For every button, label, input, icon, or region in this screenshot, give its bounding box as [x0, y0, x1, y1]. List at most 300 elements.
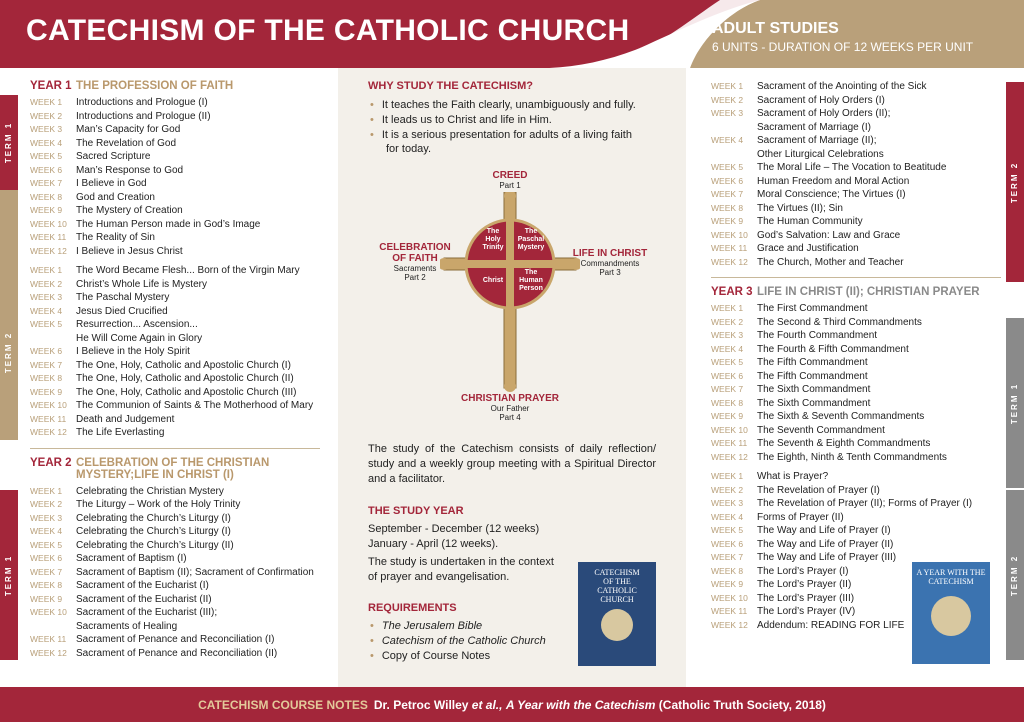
- week-label: WEEK 11: [711, 606, 748, 616]
- label-sub: Our Father: [490, 404, 530, 413]
- week-label: WEEK 10: [711, 229, 748, 240]
- term-tab-label: TERM 1: [4, 121, 14, 164]
- quadrant-text: Paschal: [517, 236, 545, 243]
- requirements-heading: REQUIREMENTS: [368, 602, 457, 614]
- week-topic: I Believe in God: [76, 178, 147, 189]
- week-topic: The Human Person made in God’s Image: [76, 218, 261, 230]
- week-label: WEEK 12: [711, 256, 748, 267]
- list-item: [30, 137, 320, 151]
- week-topic: Introductions and Prologue (II): [76, 110, 211, 122]
- page-title: CATECHISM OF THE CATHOLIC CHURCH: [26, 14, 630, 47]
- list-item: [711, 524, 1001, 538]
- week-label: WEEK 9: [711, 579, 744, 589]
- why-bullet-text: for today.: [386, 143, 432, 155]
- list-item: [30, 525, 320, 539]
- week-label: WEEK 4: [30, 526, 63, 536]
- cross-finial-bottom: [504, 380, 516, 392]
- week-label: WEEK 6: [711, 370, 744, 381]
- term-tab-y1-t1: [0, 95, 18, 190]
- list-item: [711, 484, 1001, 498]
- footer-author: Dr. Petroc Willey: [373, 697, 469, 712]
- list-item: [30, 579, 320, 593]
- year3-title: LIFE IN CHRIST (II); CHRISTIAN PRAYER: [757, 286, 980, 298]
- list-item: [30, 110, 320, 124]
- week-label: WEEK 6: [30, 164, 63, 175]
- week-label: WEEK 8: [30, 580, 63, 590]
- list-item: [30, 123, 320, 137]
- week-topic: The Reality of Sin: [76, 232, 155, 243]
- study-year-heading: THE STUDY YEAR: [368, 505, 464, 517]
- quadrant-text: Person: [519, 285, 543, 292]
- list-item: [711, 94, 1001, 108]
- label-heading: LIFE IN CHRIST: [572, 248, 648, 259]
- book-title: [912, 568, 990, 586]
- week-topic: The Human Community: [757, 216, 863, 227]
- quadrant-text: The: [524, 228, 538, 235]
- label-christian-prayer: [450, 393, 570, 422]
- week-topic: The Fourth & Fifth Commandment: [757, 343, 909, 355]
- week-label: WEEK 7: [711, 189, 744, 199]
- week-label: WEEK 4: [30, 305, 63, 316]
- list-item: [30, 606, 320, 633]
- week-topic: Sacrament of the Anointing of the Sick: [757, 81, 927, 92]
- week-label: WEEK 7: [711, 552, 744, 562]
- bullet-icon: •: [370, 620, 374, 632]
- list-item: [711, 437, 1001, 451]
- bullet-icon: •: [370, 635, 374, 647]
- week-topic: I Believe in Jesus Christ: [76, 245, 183, 257]
- week-topic: Sacrament of Holy Orders (I): [757, 94, 885, 106]
- label-sub: Commandments: [580, 259, 640, 268]
- list-item: [711, 107, 1001, 134]
- list-item: [30, 426, 320, 440]
- list-item: [711, 80, 1001, 94]
- page-footer: [0, 687, 1024, 722]
- week-topic: The Fifth Commandment: [757, 370, 868, 382]
- week-topic: The Revelation of Prayer (I): [757, 484, 880, 496]
- footer-publisher: (Catholic Truth Society, 2018): [658, 697, 826, 712]
- requirement-item: [370, 634, 546, 649]
- why-bullet: [370, 98, 660, 112]
- study-year-line: January - April (12 weeks).: [368, 538, 499, 550]
- list-item: [30, 96, 320, 110]
- footer-book-title: A Year with the Catechism: [505, 697, 656, 712]
- label-heading: OF FAITH: [392, 253, 438, 264]
- week-label: WEEK 2: [711, 484, 744, 495]
- week-label: WEEK 3: [711, 330, 744, 340]
- week-label: WEEK 9: [711, 216, 744, 226]
- divider: [30, 448, 320, 449]
- quadrant-paschal-mystery: [514, 228, 548, 252]
- label-heading: CHRISTIAN PRAYER: [461, 393, 559, 404]
- catechism-book-cover: [578, 562, 656, 666]
- label-sub: Part 4: [499, 413, 521, 422]
- term-tab-label: TERM 1: [4, 554, 14, 596]
- book-title-line: CATHOLIC: [597, 586, 637, 595]
- label-celebration: [376, 242, 454, 282]
- list-item: [30, 177, 320, 191]
- week-topic: The One, Holy, Catholic and Apostolic Church (II): [76, 373, 294, 384]
- list-item: [711, 370, 1001, 384]
- list-item: [30, 191, 320, 205]
- week-label: WEEK 12: [30, 245, 67, 256]
- week-topic: The Lord’s Prayer (IV): [757, 606, 856, 617]
- week-topic: The Way and Life of Prayer (III): [757, 552, 897, 563]
- week-topic: The Lord’s Prayer (I): [757, 565, 849, 577]
- list-item: [711, 538, 1001, 552]
- week-topic: Sacrament of Penance and Reconciliation (I): [76, 634, 275, 645]
- divider: [711, 277, 1001, 278]
- week-topic: The Sixth Commandment: [757, 397, 871, 409]
- week-topic: [757, 134, 884, 161]
- week-label: WEEK 5: [30, 539, 63, 550]
- week-topic-line: Other Liturgical Celebrations: [757, 148, 884, 160]
- week-label: WEEK 11: [711, 243, 748, 253]
- term-tab-y1-t2: [0, 265, 18, 440]
- week-topic: The Paschal Mystery: [76, 292, 170, 303]
- label-sub: Part 1: [499, 181, 521, 190]
- year-with-catechism-book-cover: [912, 562, 990, 664]
- week-topic: The Fifth Commandment: [757, 357, 868, 368]
- week-topic-line: Sacrament of Marriage (I): [757, 121, 871, 133]
- year2-title: [76, 457, 320, 481]
- label-life-in-christ: [570, 248, 650, 277]
- list-item: [711, 497, 1001, 511]
- cross-diagram: [440, 192, 580, 392]
- week-topic: Human Freedom and Moral Action: [757, 175, 910, 187]
- week-label: WEEK 9: [30, 593, 63, 604]
- week-topic-line: Sacrament of the Eucharist (III);: [76, 607, 218, 618]
- week-label: WEEK 7: [30, 178, 63, 188]
- list-item: [30, 359, 320, 373]
- quadrant-text: Mystery: [517, 244, 545, 251]
- week-topic: The First Commandment: [757, 303, 868, 314]
- week-label: WEEK 7: [711, 384, 744, 394]
- week-label: WEEK 2: [30, 278, 63, 289]
- term-tab-y1-t1-gold: [0, 190, 18, 265]
- week-topic: The Sixth Commandment: [757, 384, 871, 395]
- list-item: [30, 264, 320, 278]
- requirement-text: Catechism of the Catholic Church: [381, 635, 546, 647]
- study-year-line: September - December (12 weeks): [368, 523, 540, 535]
- study-context-line: The study is undertaken in the context: [368, 556, 554, 568]
- quadrant-christ: Christ: [482, 277, 504, 284]
- week-topic: Sacred Scripture: [76, 151, 151, 162]
- week-topic: Sacrament of Penance and Reconciliation (II): [76, 647, 278, 659]
- week-label: WEEK 4: [711, 343, 744, 354]
- week-label: WEEK 9: [30, 205, 63, 215]
- year1-heading: [30, 80, 320, 92]
- year3-heading: [711, 286, 1001, 298]
- week-label: WEEK 6: [711, 538, 744, 549]
- quadrant-text: Holy: [485, 236, 501, 243]
- bullet-icon: •: [370, 99, 374, 111]
- requirement-text: Copy of Course Notes: [381, 650, 491, 662]
- week-topic: Introductions and Prologue (I): [76, 97, 208, 108]
- year1-term1-list: [30, 96, 320, 258]
- bullet-icon: •: [370, 650, 374, 662]
- week-topic: Man’s Capacity for God: [76, 124, 181, 135]
- week-topic: Celebrating the Church’s Liturgy (I): [76, 526, 231, 537]
- week-label: WEEK 5: [711, 162, 744, 172]
- week-label: WEEK 10: [711, 424, 748, 435]
- week-label: WEEK 7: [30, 566, 63, 577]
- why-bullet-text: It is a serious presentation for adults of a living faith: [381, 129, 632, 141]
- week-topic: Man’s Response to God: [76, 164, 184, 176]
- list-item: [711, 424, 1001, 438]
- week-topic: Forms of Prayer (II): [757, 511, 844, 523]
- list-item: [711, 343, 1001, 357]
- list-item: [711, 134, 1001, 161]
- year3-term1-list: [711, 302, 1001, 464]
- week-topic: Jesus Died Crucified: [76, 305, 168, 317]
- term-tab-label: TERM 2: [1010, 554, 1020, 596]
- year1-label: YEAR 1: [30, 80, 72, 92]
- quadrant-human-person: [514, 269, 548, 293]
- week-label: WEEK 8: [30, 373, 63, 383]
- year2-heading: [30, 457, 320, 481]
- year2-term2-list: [711, 80, 1001, 269]
- term-tab-label: TERM 2: [4, 331, 14, 374]
- week-topic: [76, 606, 217, 633]
- term-tab-y3-t2: [1006, 490, 1024, 660]
- term-tab-y2-t2: [1006, 82, 1024, 282]
- week-label: WEEK 9: [30, 386, 63, 397]
- list-item: [30, 498, 320, 512]
- week-label: WEEK 1: [30, 97, 63, 107]
- week-topic: Celebrating the Christian Mystery: [76, 485, 224, 497]
- book-title-line: CATECHISM: [594, 568, 640, 577]
- list-item: [711, 316, 1001, 330]
- week-topic: Sacrament of the Eucharist (II): [76, 593, 212, 605]
- list-item: [711, 175, 1001, 189]
- week-topic-line: Resurrection... Ascension...: [76, 319, 198, 330]
- week-topic: The One, Holy, Catholic and Apostolic Church (III): [76, 386, 297, 398]
- quadrant-text: The: [486, 228, 500, 235]
- page-header: [0, 0, 1024, 68]
- list-item: [711, 451, 1001, 465]
- list-item: [711, 161, 1001, 175]
- list-item: [30, 372, 320, 386]
- week-label: WEEK 3: [30, 292, 63, 302]
- book-title-line: CHURCH: [600, 595, 634, 604]
- list-item: [30, 204, 320, 218]
- week-topic: The Church, Mother and Teacher: [757, 256, 904, 268]
- book-title-line: A YEAR WITH THE: [916, 568, 986, 577]
- term-tab-y3-t1: [1006, 318, 1024, 488]
- week-topic: I Believe in the Holy Spirit: [76, 346, 190, 357]
- week-topic: The Second & Third Commandments: [757, 316, 922, 328]
- list-item: [711, 302, 1001, 316]
- week-label: WEEK 1: [711, 81, 744, 91]
- study-context-line: of prayer and evangelisation.: [368, 571, 510, 583]
- list-item: [30, 566, 320, 580]
- week-topic: The Communion of Saints & The Motherhood of Mary: [76, 400, 314, 411]
- list-item: [711, 410, 1001, 424]
- week-topic: [757, 107, 890, 134]
- week-label: WEEK 10: [30, 218, 67, 229]
- year2-label: YEAR 2: [30, 456, 72, 469]
- list-item: [30, 633, 320, 647]
- list-item: [30, 318, 320, 345]
- week-label: WEEK 5: [711, 525, 744, 535]
- label-sub: Sacraments: [393, 264, 437, 273]
- week-topic: The Lord’s Prayer (II): [757, 579, 852, 590]
- study-paragraph: The study of the Catechism consists of daily reflection/ study and a weekly group meeting with a Spiritual Director and a facilitator.: [368, 443, 656, 485]
- list-item: [30, 218, 320, 232]
- list-item: [30, 278, 320, 292]
- week-topic: The Liturgy – Work of the Holy Trinity: [76, 499, 241, 510]
- list-item: [711, 188, 1001, 202]
- week-topic: The Eighth, Ninth & Tenth Commandments: [757, 451, 947, 463]
- year2-term1-list: [30, 485, 320, 661]
- week-topic: The Mystery of Creation: [76, 205, 183, 216]
- why-bullet: [370, 113, 660, 127]
- week-topic: The One, Holy, Catholic and Apostolic Church (I): [76, 359, 291, 371]
- adult-studies-title: ADULT STUDIES: [712, 20, 839, 37]
- week-topic-line: Sacrament of Holy Orders (II);: [757, 108, 891, 119]
- why-bullet: [370, 128, 660, 156]
- week-topic: Death and Judgement: [76, 413, 175, 425]
- list-item: [30, 345, 320, 359]
- book-title-line: CATECHISM: [928, 577, 974, 586]
- list-item: [30, 512, 320, 526]
- week-topic: Grace and Justification: [757, 243, 859, 254]
- week-topic: Addendum: READING FOR LIFE: [757, 619, 905, 631]
- week-label: WEEK 10: [711, 592, 748, 603]
- list-item: [30, 150, 320, 164]
- week-topic: What is Prayer?: [757, 471, 829, 482]
- bullet-icon: •: [370, 114, 374, 126]
- week-label: WEEK 8: [711, 397, 744, 408]
- book-title-line: OF THE: [603, 577, 631, 586]
- week-topic: [76, 318, 202, 345]
- label-heading: CREED: [492, 170, 528, 181]
- week-topic: The Word Became Flesh... Born of the Virgin Mary: [76, 265, 300, 276]
- year2-title-line: LIFE IN CHRIST (I): [134, 468, 234, 481]
- week-label: WEEK 11: [30, 634, 67, 644]
- requirement-text: The Jerusalem Bible: [381, 620, 483, 632]
- book-title: [578, 568, 656, 604]
- week-label: WEEK 4: [711, 135, 744, 145]
- term-tab-label: TERM 1: [1010, 382, 1020, 424]
- week-label: WEEK 5: [711, 357, 744, 367]
- week-topic: Celebrating the Church’s Liturgy (I): [76, 512, 231, 524]
- list-item: [711, 511, 1001, 525]
- week-label: WEEK 8: [30, 191, 63, 202]
- why-heading: WHY STUDY THE CATECHISM?: [368, 80, 534, 92]
- bullet-icon: •: [370, 129, 374, 141]
- label-heading: CELEBRATION: [379, 242, 451, 253]
- week-topic: God’s Salvation: Law and Grace: [757, 229, 901, 241]
- week-label: WEEK 10: [30, 607, 67, 617]
- list-item: [711, 242, 1001, 256]
- quadrant-text: Trinity: [482, 244, 504, 251]
- week-label: WEEK 3: [30, 124, 63, 134]
- list-item: [711, 470, 1001, 484]
- week-label: WEEK 3: [30, 512, 63, 523]
- list-item: [30, 164, 320, 178]
- week-label: WEEK 1: [711, 471, 744, 481]
- week-label: WEEK 6: [711, 175, 744, 186]
- list-item: [30, 647, 320, 661]
- adult-studies-subtitle: 6 UNITS - DURATION OF 12 WEEKS PER UNIT: [712, 40, 974, 54]
- week-label: WEEK 12: [711, 451, 748, 462]
- week-label: WEEK 11: [30, 413, 67, 424]
- list-item: [30, 485, 320, 499]
- year1-term2-list: [30, 264, 320, 440]
- label-sub: Part 3: [599, 268, 621, 277]
- footer-etal: et al.,: [471, 697, 503, 712]
- term-tab-label: TERM 2: [1010, 161, 1020, 203]
- cross-inner-horizontal: [466, 260, 554, 268]
- list-item: [30, 552, 320, 566]
- list-item: [711, 256, 1001, 270]
- week-label: WEEK 11: [30, 232, 67, 242]
- week-label: WEEK 2: [30, 110, 63, 121]
- week-label: WEEK 1: [30, 265, 63, 275]
- week-topic: The Way and Life of Prayer (II): [757, 538, 894, 550]
- year1-title: THE PROFESSION OF FAITH: [76, 80, 234, 92]
- week-label: WEEK 3: [711, 498, 744, 508]
- footer-label: CATECHISM COURSE NOTES: [198, 697, 368, 712]
- week-topic: Moral Conscience; The Virtues (I): [757, 189, 906, 200]
- list-item: [30, 231, 320, 245]
- book-cover-image: [931, 596, 971, 636]
- week-topic: The Fourth Commandment: [757, 330, 878, 341]
- week-topic: The Revelation of Prayer (II); Forms of Prayer (I): [757, 498, 973, 509]
- week-topic: The Sixth & Seventh Commandments: [757, 411, 925, 422]
- week-topic: The Life Everlasting: [76, 427, 165, 438]
- list-item: [30, 386, 320, 400]
- book-cover-image: [601, 609, 633, 641]
- week-label: WEEK 8: [711, 565, 744, 576]
- week-label: WEEK 4: [711, 511, 744, 522]
- week-label: WEEK 12: [30, 427, 67, 437]
- week-topic-line: He Will Come Again in Glory: [76, 332, 203, 344]
- week-topic: Christ’s Whole Life is Mystery: [76, 278, 207, 290]
- list-item: [30, 539, 320, 553]
- list-item: [711, 329, 1001, 343]
- week-topic: The Moral Life – The Vocation to Beatitude: [757, 162, 947, 173]
- quadrant-text: Human: [519, 277, 543, 284]
- list-item: [711, 397, 1001, 411]
- quadrant-text: The: [524, 269, 538, 276]
- week-label: WEEK 2: [30, 499, 63, 509]
- week-label: WEEK 2: [711, 316, 744, 327]
- quadrant-holy-trinity: [476, 228, 510, 252]
- week-topic-line: Sacrament of Marriage (II);: [757, 135, 877, 146]
- right-column: [711, 80, 1001, 632]
- week-label: WEEK 6: [30, 553, 63, 563]
- week-topic: Sacrament of Baptism (I): [76, 553, 187, 564]
- list-item: [711, 215, 1001, 229]
- week-topic: The Seventh & Eighth Commandments: [757, 438, 931, 449]
- week-topic: The Way and Life of Prayer (I): [757, 525, 891, 536]
- why-bullet-text: It teaches the Faith clearly, unambiguously and fully.: [381, 99, 636, 111]
- week-topic: The Revelation of God: [76, 137, 177, 149]
- week-label: WEEK 9: [711, 411, 744, 421]
- list-item: [30, 413, 320, 427]
- list-item: [30, 399, 320, 413]
- week-label: WEEK 7: [30, 359, 63, 370]
- week-topic: Sacrament of Baptism (II); Sacrament of Confirmation: [76, 566, 314, 578]
- week-label: WEEK 5: [30, 319, 63, 329]
- list-item: [30, 593, 320, 607]
- week-label: WEEK 3: [711, 108, 744, 118]
- week-topic: God and Creation: [76, 191, 155, 203]
- year2-title-line: CELEBRATION OF THE CHRISTIAN MYSTERY;: [76, 456, 270, 481]
